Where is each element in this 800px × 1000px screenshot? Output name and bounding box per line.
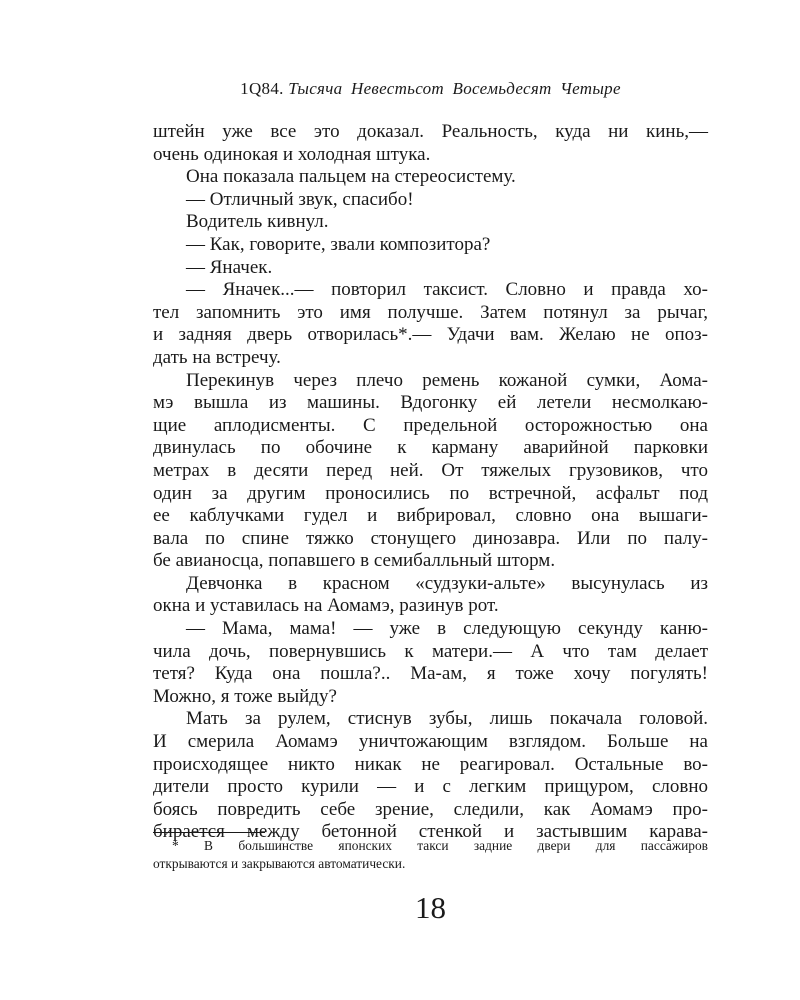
text-line: щие аплодисменты. С предельной осторожностью она <box>153 414 708 436</box>
text-line: мэ вышла из машины. Вдогонку ей летели несмолкаю- <box>153 392 708 414</box>
text-line: тел запомнить это имя получше. Затем потянул за рычаг, <box>153 301 708 323</box>
body-text <box>153 121 708 844</box>
text-line: тетя? Куда она пошла?.. Ма-ам, я тоже хочу погулять! <box>153 663 708 685</box>
text-line: Перекинув через плечо ремень кожаной сумки, Аома- <box>186 369 708 391</box>
footnote-line: открываются и закрываются автоматически. <box>153 856 406 871</box>
text-line: двинулась по обочине к карману аварийной парковки <box>153 437 708 459</box>
text-line: Девчонка в красном «судзуки-альте» высунулась из <box>186 572 708 594</box>
text-line: боясь повредить себе зрение, следили, как Аомамэ про- <box>153 798 708 820</box>
text-line: — Как, говорите, звали композитора? <box>186 233 491 255</box>
text-line: окна и уставилась на Аомамэ, разинув рот. <box>153 595 499 617</box>
text-line: метрах в десяти перед ней. От тяжелых грузовиков, что <box>153 459 708 481</box>
text-line: штейн уже все это доказал. Реальность, куда ни кинь,— <box>153 121 708 142</box>
footnote-divider <box>153 832 265 833</box>
text-line: вала по спине тяжко стонущего динозавра. Или по палу- <box>153 527 708 549</box>
text-line: происходящее никто никак не реагировал. Остальные во- <box>153 753 708 775</box>
text-line: и задняя дверь отворилась*.— Удачи вам. Желаю не опоз- <box>153 324 708 346</box>
text-line: Она показала пальцем на стереосистему. <box>186 166 516 188</box>
footnote-line: * В большинстве японских такси задние двери для пассажиров <box>172 838 708 853</box>
text-line: — Отличный звук, спасибо! <box>186 188 414 210</box>
text-line: бе авианосца, попавшего в семибалльный шторм. <box>153 550 556 572</box>
footnote <box>153 837 708 873</box>
text-line: бирается между бетонной стенкой и застывшим карава- <box>153 821 708 843</box>
text-line: дать на встречу. <box>153 346 281 368</box>
text-line: дители просто курили — и с легким прищуром, словно <box>153 776 708 798</box>
page-number: 18 <box>415 890 446 925</box>
text-line: Водитель кивнул. <box>186 211 329 233</box>
text-line: — Мама, мама! — уже в следующую секунду каню- <box>186 618 708 640</box>
book-number: 1Q84. <box>240 79 284 98</box>
text-line: Мать за рулем, стиснув зубы, лишь покачала головой. <box>186 708 708 730</box>
text-line: очень одинокая и холодная штука. <box>153 143 431 165</box>
text-line: Можно, я тоже выйду? <box>153 685 337 707</box>
text-line: И смерила Аомамэ уничтожающим взглядом. Больше на <box>153 731 708 753</box>
text-line: — Яначек. <box>186 256 273 278</box>
text-line: — Яначек...— повторил таксист. Словно и правда хо- <box>186 279 708 301</box>
text-line: один за другим проносились по встречной, асфальт под <box>153 482 708 504</box>
running-header <box>153 79 708 99</box>
text-line: ее каблучками гудел и вибрировал, словно она вышаги- <box>153 505 708 527</box>
book-subtitle: Тысяча Невестьсот Восемьдесят Четыре <box>288 79 621 98</box>
text-line: чила дочь, повернувшись к матери.— А что там делает <box>153 640 708 662</box>
